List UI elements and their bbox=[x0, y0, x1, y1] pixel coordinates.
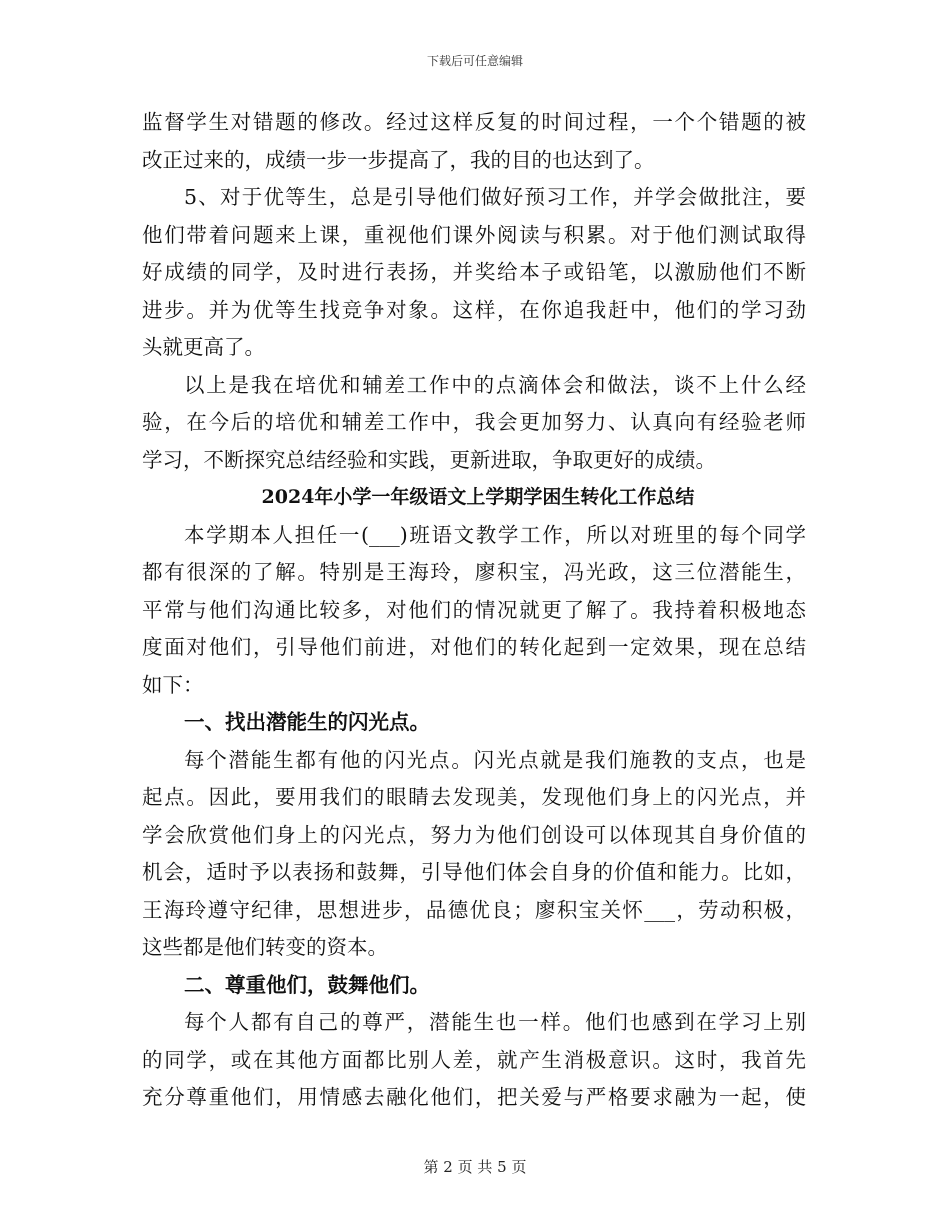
text-line: 平常与他们沟通比较多，对他们的情况就更了解了。我持着积极地态 bbox=[142, 597, 806, 622]
text-line: 度面对他们，引导他们前进，对他们的转化起到一定效果，现在总结 bbox=[142, 635, 806, 659]
text-line: 学会欣赏他们身上的闪光点，努力为他们创设可以体现其自身价值的 bbox=[142, 822, 806, 847]
text-line: 都有很深的了解。特别是王海玲，廖积宝，冯光政，这三位潜能生， bbox=[142, 560, 806, 584]
text-line: 充分尊重他们，用情感去融化他们，把关爱与严格要求融为一起，使 bbox=[142, 1085, 806, 1109]
paragraph-start-line: 本学期本人担任一(___)班语文教学工作，所以对班里的每个同学 bbox=[184, 522, 806, 547]
document-body bbox=[142, 104, 806, 1117]
text-line: 的同学，或在其他方面都比别人差，就产生消极意识。这时，我首先 bbox=[142, 1047, 806, 1072]
text-line: 这些都是他们转变的资本。 bbox=[142, 935, 388, 959]
section-heading: 二、尊重他们，鼓舞他们。 bbox=[184, 972, 430, 997]
text-line: 改正过来的，成绩一步一步提高了，我的目的也达到了。 bbox=[142, 147, 655, 172]
paragraph-start-line: 以上是我在培优和辅差工作中的点滴体会和做法，谈不上什么经 bbox=[184, 372, 806, 397]
text-line: 如下： bbox=[142, 672, 204, 697]
text-line: 学习，不断探究总结经验和实践，更新进取，争取更好的成绩。 bbox=[142, 447, 716, 472]
text-line: 他们带着问题来上课，重视他们课外阅读与积累。对于他们测试取得 bbox=[142, 222, 806, 247]
section-heading: 一、找出潜能生的闪光点。 bbox=[184, 710, 430, 734]
text-line: 机会，适时予以表扬和鼓舞，引导他们体会自身的价值和能力。比如， bbox=[142, 860, 806, 884]
text-line: 王海玲遵守纪律，思想进步，品德优良；廖积宝关怀___，劳动积极， bbox=[142, 897, 806, 922]
text-line: 监督学生对错题的修改。经过这样反复的时间过程，一个个错题的被 bbox=[142, 110, 806, 134]
document-title: 2024年小学一年级语文上学期学困生转化工作总结 bbox=[261, 486, 695, 508]
page-header-note: 下载后可任意编辑 bbox=[426, 54, 523, 68]
paragraph-start-line: 每个潜能生都有他的闪光点。闪光点就是我们施教的支点，也是 bbox=[184, 747, 806, 772]
paragraph-start-line: 5、对于优等生，总是引导他们做好预习工作，并学会做批注，要 bbox=[184, 185, 806, 209]
page-number: 第 2 页 共 5 页 bbox=[423, 1158, 527, 1176]
paragraph-start-line: 每个人都有自己的尊严，潜能生也一样。他们也感到在学习上别 bbox=[184, 1010, 806, 1034]
text-line: 好成绩的同学，及时进行表扬，并奖给本子或铅笔，以激励他们不断 bbox=[142, 260, 806, 284]
text-line: 进步。并为优等生找竞争对象。这样，在你追我赶中，他们的学习劲 bbox=[142, 297, 806, 322]
text-line: 起点。因此，要用我们的眼睛去发现美，发现他们身上的闪光点，并 bbox=[142, 785, 806, 809]
text-line: 验，在今后的培优和辅差工作中，我会更加努力、认真向有经验老师 bbox=[142, 410, 806, 434]
text-line: 头就更高了。 bbox=[142, 335, 265, 359]
